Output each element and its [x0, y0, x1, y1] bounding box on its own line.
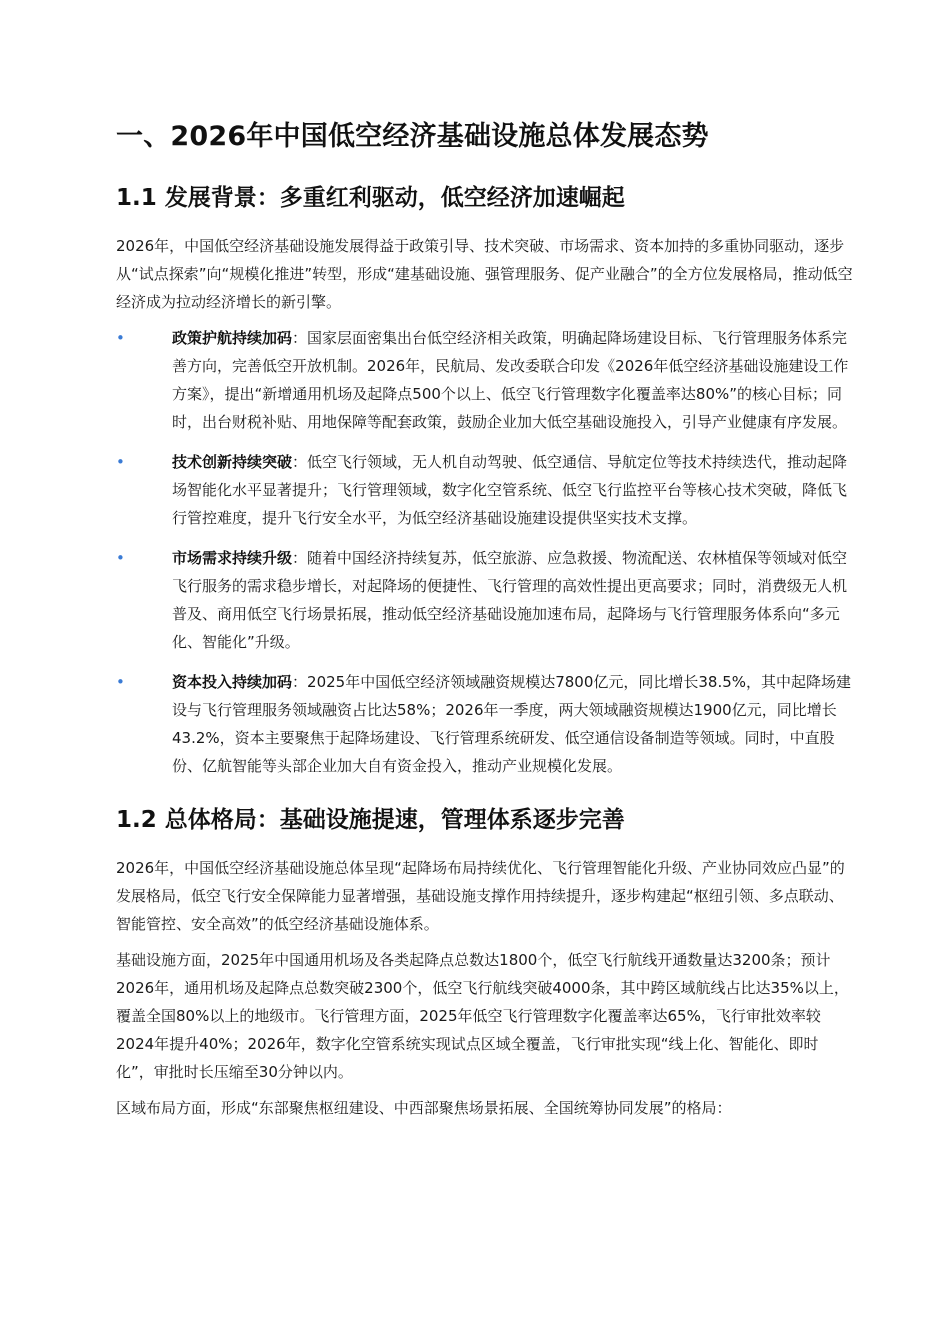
bullet-title: 政策护航持续加码	[172, 329, 293, 347]
bullet-text: 随着中国经济持续复苏，低空旅游、应急救援、物流配送、农林植保等领域对低空飞行服务的需求稳步增长，对起降场的便捷性、飞行管理的高效性提出更高要求；同时，消费级无人机普及、商用低空飞行场景拓展，推动低空经济基础设施加速布局，起降场与飞行管理服务体系向“多元化、智能化”升级。	[172, 549, 848, 651]
bullet-separator: ：	[292, 329, 308, 347]
bullet-text: 2025年中国低空经济领域融资规模达7800亿元，同比增长38.5%，其中起降场建设与飞行管理服务领域融资占比达58%；2026年一季度，两大领域融资规模达1900亿元，同比增长43.2%，资本主要聚焦于起降场建设、飞行管理系统研发、低空通信设备制造等领域。同时，中直股份、亿航智能等头部企业加大自有资金投入，推动产业规模化发展。	[172, 673, 852, 775]
bullet-separator: ：	[292, 549, 308, 567]
bullet-text: 国家层面密集出台低空经济相关政策，明确起降场建设目标、飞行管理服务体系完善方向，完善低空开放机制。2026年，民航局、发改委联合印发《2026年低空经济基础设施建设工作方案》，提出“新增通用机场及起降点500个以上、低空飞行管理数字化覆盖率达80%”的核心目标；同时，出台财税补贴、用地保障等配套政策，鼓励企业加大低空基础设施投入，引导产业健康有序发展。	[172, 329, 849, 431]
list-item-capital	[116, 668, 854, 780]
section-development-background	[116, 182, 854, 780]
section-overall-pattern	[116, 804, 854, 1122]
section-heading-1-1: 1.1 发展背景：多重红利驱动，低空经济加速崛起	[116, 185, 625, 211]
list-item-policy	[116, 324, 854, 436]
bullet-dot-icon: •	[116, 549, 125, 567]
bullet-title: 资本投入持续加码	[172, 673, 293, 691]
driver-list	[116, 324, 854, 780]
bullet-dot-icon: •	[116, 453, 125, 471]
section-1-2-paragraph: 2026年，中国低空经济基础设施总体呈现“起降场布局持续优化、飞行管理智能化升级、产业协同效应凸显”的发展格局，低空飞行安全保障能力显著增强，基础设施支撑作用持续提升，逐步构建起“枢纽引领、多点联动、智能管控、安全高效”的低空经济基础设施体系。	[116, 859, 845, 933]
bullet-title: 市场需求持续升级	[172, 549, 293, 567]
chapter-heading: 一、2026年中国低空经济基础设施总体发展态势	[116, 121, 709, 152]
section-1-2-paragraph: 基础设施方面，2025年中国通用机场及各类起降点总数达1800个，低空飞行航线开通数量达3200条；预计2026年，通用机场及起降点总数突破2300个，低空飞行航线突破4000条，其中跨区域航线占比达35%以上，覆盖全国80%以上的地级市。飞行管理方面，2025年低空飞行管理数字化覆盖率达65%，飞行审批效率较2024年提升40%；2026年，数字化空管系统实现试点区域全覆盖，飞行审批实现“线上化、智能化、即时化”，审批时长压缩至30分钟以内。	[116, 951, 849, 1081]
bullet-separator: ：	[292, 453, 308, 471]
section-heading-1-2: 1.2 总体格局：基础设施提速，管理体系逐步完善	[116, 807, 625, 833]
section-1-2-paragraph: 区域布局方面，形成“东部聚焦枢纽建设、中西部聚焦场景拓展、全国统筹协同发展”的格局：	[116, 1099, 732, 1117]
bullet-separator: ：	[292, 673, 308, 691]
bullet-dot-icon: •	[116, 329, 125, 347]
bullet-text: 低空飞行领域，无人机自动驾驶、低空通信、导航定位等技术持续迭代，推动起降场智能化水平显著提升；飞行管理领域，数字化空管系统、低空飞行监控平台等核心技术突破，降低飞行管控难度，提升飞行安全水平，为低空经济基础设施建设提供坚实技术支撑。	[172, 453, 848, 527]
bullet-title: 技术创新持续突破	[172, 453, 293, 471]
list-item-market	[116, 544, 854, 656]
list-item-technology	[116, 448, 854, 532]
bullet-dot-icon: •	[116, 673, 125, 691]
section-1-1-intro: 2026年，中国低空经济基础设施发展得益于政策引导、技术突破、市场需求、资本加持的多重协同驱动，逐步从“试点探索”向“规模化推进”转型，形成“建基础设施、强管理服务、促产业融合”的全方位发展格局，推动低空经济成为拉动经济增长的新引擎。	[116, 237, 853, 311]
